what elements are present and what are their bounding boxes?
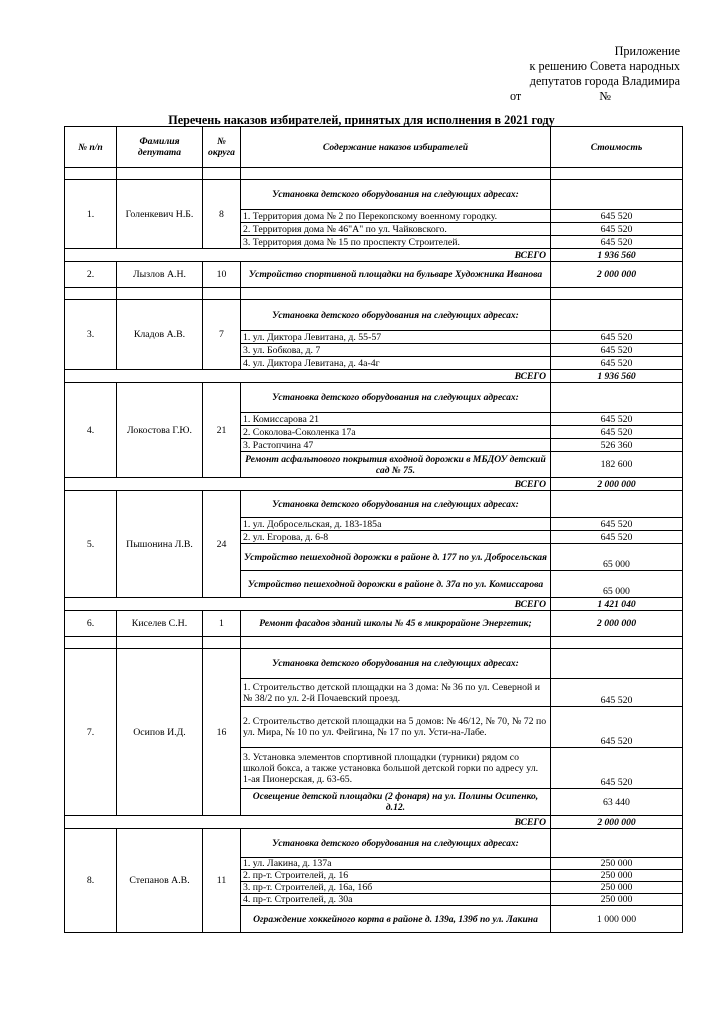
order-item: Устройство пешеходной дорожки в районе д. 37а по ул. Комиссарова (241, 571, 551, 598)
col-header-cost: Стоимость (551, 127, 683, 168)
order-cost: 65 000 (551, 544, 683, 571)
order-cost: 250 000 (551, 870, 683, 882)
table-row (65, 491, 683, 518)
district-number: 11 (203, 829, 241, 933)
order-cost: 645 520 (551, 748, 683, 789)
deputy-name: Пышонина Л.В. (117, 491, 203, 598)
order-cost: 2 000 000 (551, 262, 683, 288)
total-label: ВСЕГО (65, 370, 551, 383)
row-num: 7. (65, 649, 117, 816)
district-number: 16 (203, 649, 241, 816)
header-line-council: депутатов города Владимира (529, 74, 680, 88)
section-heading: Установка детского оборудования на следующих адресах: (241, 180, 551, 210)
total-label: ВСЕГО (65, 816, 551, 829)
total-label: ВСЕГО (65, 478, 551, 491)
district-number: 21 (203, 383, 241, 478)
order-item: 2. Соколова-Соколенка 17а (241, 426, 551, 439)
section-heading: Установка детского оборудования на следующих адресах: (241, 829, 551, 858)
order-cost: 645 520 (551, 413, 683, 426)
col-header-district: № округа (203, 127, 241, 168)
section-heading: Установка детского оборудования на следующих адресах: (241, 649, 551, 679)
order-item: 1. ул. Добросельская, д. 183-185а (241, 518, 551, 531)
table-row (65, 383, 683, 413)
orders-table (64, 126, 683, 933)
order-item: Ремонт фасадов зданий школы № 45 в микрорайоне Энергетик; (241, 611, 551, 637)
empty-cost-cell (551, 180, 683, 210)
deputy-name: Кладов А.В. (117, 300, 203, 370)
total-row (65, 598, 683, 611)
order-item: 2. пр-т. Строителей, д. 16 (241, 870, 551, 882)
order-item: Устройство пешеходной дорожки в районе д. 177 по ул. Добросельская (241, 544, 551, 571)
order-item: 2. Строительство детской площадки на 5 домов: № 46/12, № 70, № 72 по ул. Мира, № 10 по ул. Фейгина, № 17 по ул. Усти-на-Лабе. (241, 707, 551, 748)
empty-cost-cell (551, 829, 683, 858)
table-row (65, 829, 683, 858)
spacer-row (65, 168, 683, 180)
total-value: 2 000 000 (551, 816, 683, 829)
col-header-deputy: Фамилия депутата (117, 127, 203, 168)
deputy-name: Степанов А.В. (117, 829, 203, 933)
appendix-header (510, 44, 680, 104)
header-line-date (510, 89, 680, 104)
order-item: Ограждение хоккейного корта в районе д. 139а, 139б по ул. Лакина (241, 906, 551, 933)
order-item: Освещение детской площадки (2 фонаря) на ул. Полины Осипенко, д.12. (241, 789, 551, 816)
row-num: 2. (65, 262, 117, 288)
order-cost: 645 520 (551, 357, 683, 370)
order-item: 2. Территория дома № 46"А" по ул. Чайковского. (241, 223, 551, 236)
total-row (65, 370, 683, 383)
order-cost: 645 520 (551, 679, 683, 707)
order-cost: 2 000 000 (551, 611, 683, 637)
order-item: 3. пр-т. Строителей, д. 16а, 16б (241, 882, 551, 894)
empty-cost-cell (551, 300, 683, 331)
deputy-name: Осипов И.Д. (117, 649, 203, 816)
order-cost: 645 520 (551, 331, 683, 344)
order-item: 2. ул. Егорова, д. 6-8 (241, 531, 551, 544)
order-cost: 526 360 (551, 439, 683, 452)
total-value: 1 936 560 (551, 249, 683, 262)
table-row (65, 180, 683, 210)
district-number: 24 (203, 491, 241, 598)
header-from: от (510, 89, 522, 103)
order-cost: 250 000 (551, 894, 683, 906)
total-value: 2 000 000 (551, 478, 683, 491)
district-number: 8 (203, 180, 241, 249)
table-row (65, 300, 683, 331)
order-cost: 250 000 (551, 858, 683, 870)
order-cost: 645 520 (551, 210, 683, 223)
order-item: 3. Территория дома № 15 по проспекту Строителей. (241, 236, 551, 249)
total-value: 1 936 560 (551, 370, 683, 383)
table-row (65, 262, 683, 288)
order-cost: 63 440 (551, 789, 683, 816)
order-cost: 645 520 (551, 531, 683, 544)
row-num: 1. (65, 180, 117, 249)
total-label: ВСЕГО (65, 249, 551, 262)
order-item: 3. ул. Бобкова, д. 7 (241, 344, 551, 357)
deputy-name: Киселев С.Н. (117, 611, 203, 637)
col-header-num: № п/п (65, 127, 117, 168)
order-item: 4. ул. Диктора Левитана, д. 4а-4г (241, 357, 551, 370)
header-line-decision: к решению Совета народных (529, 59, 680, 73)
deputy-name: Лызлов А.Н. (117, 262, 203, 288)
empty-cost-cell (551, 383, 683, 413)
spacer-row (65, 288, 683, 300)
district-number: 10 (203, 262, 241, 288)
row-num: 6. (65, 611, 117, 637)
deputy-name: Голенкевич Н.Б. (117, 180, 203, 249)
order-item: 1. Территория дома № 2 по Перекопскому военному городку. (241, 210, 551, 223)
header-number: № (599, 89, 611, 103)
order-item: 1. ул. Диктора Левитана, д. 55-57 (241, 331, 551, 344)
order-item: 4. пр-т. Строителей, д. 30а (241, 894, 551, 906)
total-row (65, 249, 683, 262)
order-cost: 65 000 (551, 571, 683, 598)
order-cost: 1 000 000 (551, 906, 683, 933)
table-header-row (65, 127, 683, 168)
order-cost: 645 520 (551, 426, 683, 439)
table-row (65, 649, 683, 679)
order-item: 3. Растопчина 47 (241, 439, 551, 452)
row-num: 3. (65, 300, 117, 370)
row-num: 8. (65, 829, 117, 933)
order-cost: 645 520 (551, 223, 683, 236)
order-cost: 645 520 (551, 344, 683, 357)
header-line-appendix: Приложение (614, 44, 680, 58)
section-heading: Установка детского оборудования на следующих адресах: (241, 383, 551, 413)
order-item: 3. Установка элементов спортивной площадки (турники) рядом со школой бокса, а также установка большой детской горки по адресу ул. 1-ая Пионерская, д. 63-65. (241, 748, 551, 789)
empty-cost-cell (551, 491, 683, 518)
order-item: Устройство спортивной площадки на бульваре Художника Иванова (241, 262, 551, 288)
order-cost: 645 520 (551, 518, 683, 531)
row-num: 4. (65, 383, 117, 478)
total-label: ВСЕГО (65, 598, 551, 611)
deputy-name: Локостова Г.Ю. (117, 383, 203, 478)
row-num: 5. (65, 491, 117, 598)
col-header-content: Содержание наказов избирателей (241, 127, 551, 168)
total-value: 1 421 040 (551, 598, 683, 611)
page-title: Перечень наказов избирателей, принятых для исполнения в 2021 году (168, 113, 555, 127)
section-heading: Установка детского оборудования на следующих адресах: (241, 491, 551, 518)
order-cost: 645 520 (551, 236, 683, 249)
section-heading: Установка детского оборудования на следующих адресах: (241, 300, 551, 331)
order-item: 1. Комиссарова 21 (241, 413, 551, 426)
order-item: 1. ул. Лакина, д. 137а (241, 858, 551, 870)
order-cost: 250 000 (551, 882, 683, 894)
district-number: 7 (203, 300, 241, 370)
order-item: Ремонт асфальтового покрытия входной дорожки в МБДОУ детский сад № 75. (241, 452, 551, 478)
table-row (65, 611, 683, 637)
order-item: 1. Строительство детской площадки на 3 дома: № 36 по ул. Северной и № 38/2 по ул. 2-й Почаевский проезд. (241, 679, 551, 707)
order-cost: 182 600 (551, 452, 683, 478)
order-cost: 645 520 (551, 707, 683, 748)
district-number: 1 (203, 611, 241, 637)
total-row (65, 478, 683, 491)
spacer-row (65, 637, 683, 649)
empty-cost-cell (551, 649, 683, 679)
total-row (65, 816, 683, 829)
